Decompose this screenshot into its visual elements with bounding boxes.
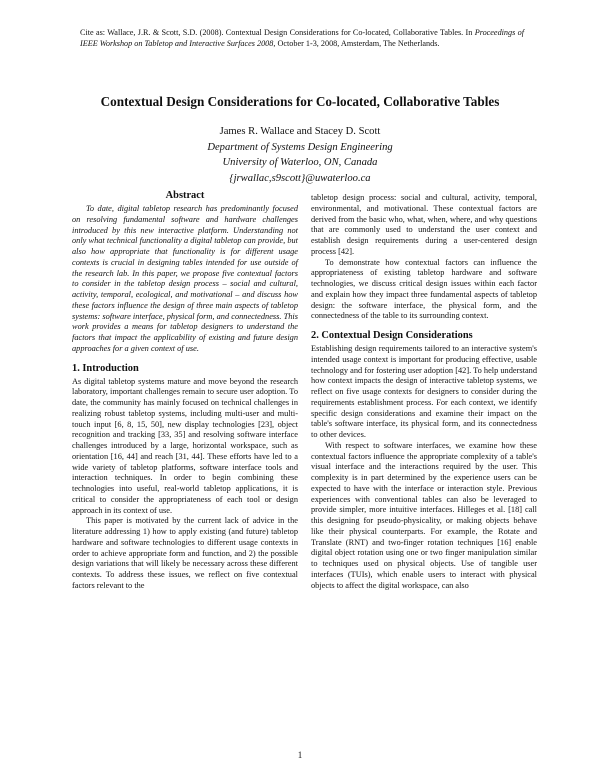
author-block	[40, 124, 560, 186]
paper-title: Contextual Design Considerations for Co-located, Collaborative Tables	[100, 94, 500, 109]
section-1-paragraph-2: This paper is motivated by the current lack of advice in the literature addressing 1) how to apply existing (and future) tabletop hardware and software technologies to different usage contexts in order to achieve appropriate form and function, and 2) the possible design variations that will likely be necessary across these different contexts. To address these issues, we reflect on five contextual factors relevant to the	[72, 516, 298, 590]
section-1-paragraph-1: As digital tabletop systems mature and move beyond the research laboratory, important challenges remain to secure user adoption. To date, the community has mainly focused on technical challenges in realizing robust tabletop systems, including multi-user and multi-touch input [6, 8, 15, 50], new display technologies [23], object recognition and tracking [33, 35] and resolving software interface challenges introduced by a large, horizontal workspace, such as orientation [16, 44] and reach [31, 44]. These efforts have led to a wide variety of tabletop platforms, software interface tools and interaction techniques. In order to begin combining these technologies into useful, real-world tabletop applications, it is critical to consider the appropriateness of each tool or design approach in its context of use.	[72, 376, 298, 515]
page-number: 1	[297, 750, 303, 760]
citation-proceedings: Proceedings of IEEE Workshop on Tabletop and Interactive Surfaces 2008	[80, 28, 524, 48]
citation-header	[80, 27, 524, 49]
intro-continued-paragraph: tabletop design process: social and cultural, activity, temporal, environmental, and motivational. These contextual factors are derived from the basic who, what, when, where, and why questions that are commonly used to understand the user context and establish design requirements during a user-centered design process [42].	[311, 193, 537, 256]
abstract-heading: Abstract	[165, 190, 205, 201]
citation-tail: , October 1-3, 2008, Amsterdam, The Netherlands.	[273, 39, 440, 48]
left-column	[72, 190, 298, 592]
section-1-heading: 1. Introduction	[72, 362, 139, 374]
right-column	[311, 193, 537, 591]
section-2-heading: 2. Contextual Design Considerations	[311, 330, 473, 341]
abstract-text: To date, digital tabletop research has predominantly focused on resolving fundamental software and hardware challenges introduced by this new interactive platform. Understanding not only what technical functionality a digital tabletop can provide, but also how appropriate that functionality is for different usage contexts is crucial in designing tables intended for use outside of the research lab. In this paper, we propose five contextual factors to consider in the tabletop design process – social and cultural, activity, temporal, ecological, and motivational – and discuss how these factors influence the design of three main aspects of tabletop systems: software interface, physical form, and connectedness. This work provides a means for tabletop designers to understand the factors that impact the applicability of existing and future design approaches for a given context of use.	[72, 204, 298, 353]
section-2-paragraph-1: Establishing design requirements tailored to an interactive system's intended usage context is important for producing effective, usable technology and for fostering user adoption [42]. To help understand how context impacts the design of interactive tabletop systems, we reflect on five usage contexts for designers to consider during the requirements establishment process. For each context, we identify specific design considerations and examine their impact on the table's software interface, its physical form, and its connectedness to other devices.	[311, 344, 537, 439]
author-department: Department of Systems Design Engineering	[207, 141, 393, 153]
intro-demo-paragraph: To demonstrate how contextual factors can influence the appropriateness of existing tabletop hardware and software technologies, we discuss critical design issues within each factor and explain how they impact three fundamental aspects of tabletop design: the software interface, the physical form, and the connectedness of the table to its surrounding context.	[311, 257, 537, 321]
author-university: University of Waterloo, ON, Canada	[222, 157, 378, 168]
author-names: James R. Wallace and Stacey D. Scott	[219, 126, 381, 137]
citation-text: Cite as: Wallace, J.R. & Scott, S.D. (2008). Contextual Design Considerations for Co-located, Collaborative Tables. In	[80, 28, 473, 37]
section-2-paragraph-2: With respect to software interfaces, we examine how these contextual factors influence the appropriate complexity of a table's visual interface and the interactions required by the user. This complexity is in part determined by the experience users can be expected to have with the interface or interaction style. Previous experiences with conventional tables can also be leveraged to provide simpler, more intuitive interfaces. Hilleges et al. [18] call this designing for pseudo-physicality, or making objects behave like their physical counterparts. For example, the Rotate and Translate (RNT) and two-finger rotation techniques [16] enable digital object rotation using one or two finger manipulation similar to techniques used on physical objects. Use of tangible user interfaces (TUIs), which enable users to interact with physical objects to affect the digital workspace, can also	[311, 440, 537, 590]
author-email: {jrwallac,s9scott}@uwaterloo.ca	[229, 172, 371, 184]
